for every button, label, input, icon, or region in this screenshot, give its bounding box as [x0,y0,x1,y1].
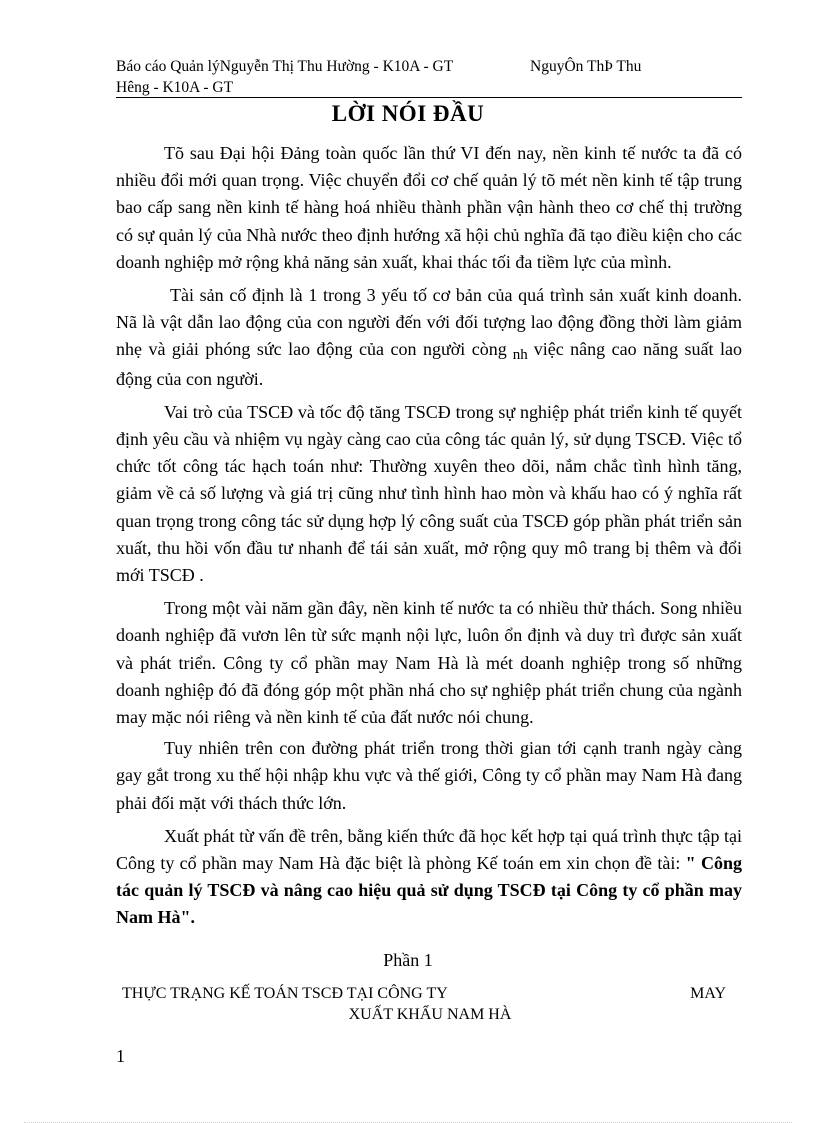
header-line-2: Hêng - K10A - GT [116,79,234,96]
paragraph-3: Vai trò của TSCĐ và tốc độ tăng TSCĐ trong sự nghiệp phát triển kinh tế quyết định yêu cầu và nhiệm vụ ngày càng cao của công tác quản lý, sử dụng TSCĐ. Việc tổ chức tốt công tác hạch toán như: Thường xuyên theo dõi, nắm chắc tình hình tăng, giảm về cả số lượng và giá trị cũng như tình hình hao mòn và khấu hao có ý nghĩa rất quan trọng trong công tác sử dụng hợp lý công suất của TSCĐ góp phần phát triển sản xuất, thu hồi vốn đầu tư nhanh để tái sản xuất, mở rộng quy mô trang bị thêm và đổi mới TSCĐ . [116,401,742,586]
header-rule [116,97,742,98]
paragraph-2 [116,282,742,393]
floating-text-fragment: nh [512,347,528,364]
part-label: Phần 1 [383,950,433,970]
chapter-heading-line-2: XUẤT KHẨU NAM HÀ [348,1006,512,1023]
paragraph-5: Tuy nhiên trên con đường phát triển trong thời gian tới cạnh tranh ngày càng gay gắt trong xu thế hội nhập khu vực và thế giới, Công ty cổ phần may Nam Hà đang phải đối mặt với thách thức lớn. [116,738,742,813]
header-left-text: Báo cáo Quản lýNguyễn Thị Thu Hường - K10A - GT [116,58,454,75]
page-number: 1 [116,1046,125,1066]
paragraph-6 [116,823,742,932]
page-header [116,56,742,98]
paragraph-4: Trong một vài năm gần đây, nền kinh tế nước ta có nhiều thử thách. Song nhiều doanh nghiệp đã vươn lên từ sức mạnh nội lực, luôn ổn định và duy trì được sản xuất và phát triển. Công ty cổ phần may Nam Hà là mét doanh nghiệp trong số những doanh nghiệp đó đã đóng góp một phần nhá cho sự nghiệp phát triển chung của ngành may mặc nói riêng và nền kinh tế của đất nước nói chung. [116,598,742,728]
paragraph-1: Tõ sau Đại hội Đảng toàn quốc lần thứ VI đến nay, nền kinh tế nước ta đã có nhiều đổi mới quan trọng. Việc chuyển đổi cơ chế quản lý tõ mét nền kinh tế tập trung bao cấp sang nền kinh tế hàng hoá nhiều thành phần vận hành theo cơ chế thị trường có sự quản lý của Nhà nước theo định hướng xã hội chủ nghĩa đã tạo điều kiện cho các doanh nghiệp mở rộng khả năng sản xuất, khai thác tối đa tiềm lực của mình. [116,143,742,272]
paragraph-2-text-a: Tài sản cố định là 1 trong 3 yếu tố cơ bản của quá trình sản xuất kinh doanh. Nã là vật dẫn lao động của con người đến với đối tượng lao động đồng thời làm giảm nhẹ và giải phóng sức lao động của con người còng [116,285,742,360]
chapter-heading-right: MAY [690,985,726,1002]
paragraph-6-intro: Xuất phát từ vấn đề trên, bằng kiến thức đã học kết hợp tại quá trình thực tập tại Công ty cổ phần may Nam Hà đặc biệt là phòng Kế toán em xin chọn đề tài: [116,825,742,874]
header-row-1 [116,56,742,77]
thesis-title: " Công tác quản lý TSCĐ và nâng cao hiệu quả sử dụng TSCĐ tại Công ty cổ phần may Nam Hà". [116,853,742,928]
page-title: LỜI NÓI ĐẦU [331,101,485,126]
paragraph-2-text-b: việc nâng cao năng suất lao động của con người. [116,339,743,389]
document-body [116,140,742,938]
chapter-heading-line-1 [122,985,732,1003]
chapter-heading-left: THỰC TRẠNG KẾ TOÁN TSCĐ TẠI CÔNG TY [122,985,448,1002]
header-right-text: NguyÔn ThÞ Thu [530,58,642,75]
